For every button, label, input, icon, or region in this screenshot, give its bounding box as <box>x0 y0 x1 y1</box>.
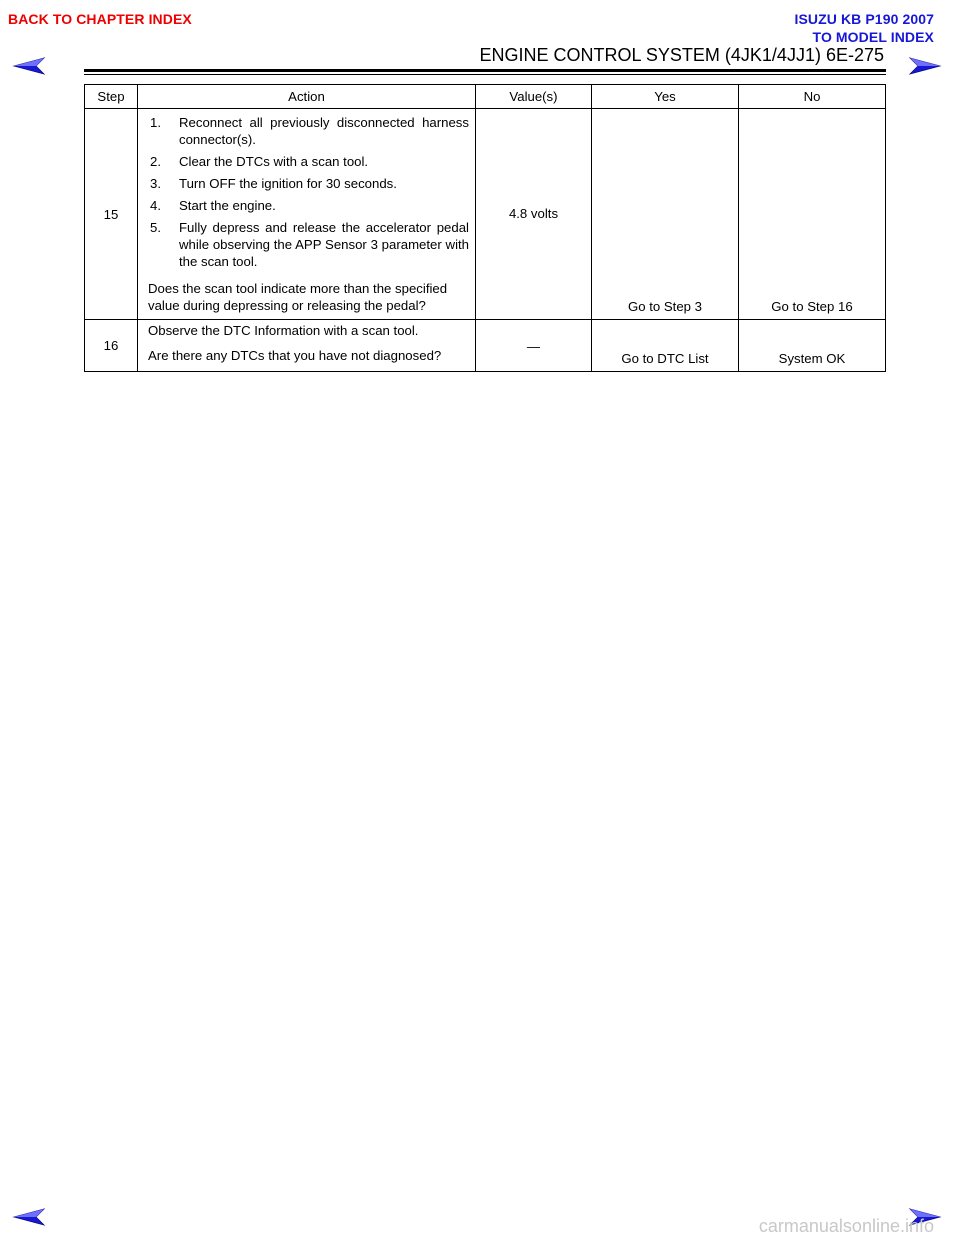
yes-cell: Go to DTC List <box>592 320 739 372</box>
yes-cell: Go to Step 3 <box>592 109 739 320</box>
column-header-yes: Yes <box>592 85 739 109</box>
value-cell: — <box>476 320 592 372</box>
model-title-link[interactable]: ISUZU KB P190 2007 <box>794 11 934 27</box>
back-to-chapter-index-link[interactable]: BACK TO CHAPTER INDEX <box>8 11 192 27</box>
question-text: Are there any DTCs that you have not diagnosed? <box>148 348 442 363</box>
action-cell <box>138 109 476 320</box>
action-line: Observe the DTC Information with a scan tool. <box>148 323 419 338</box>
column-header-no: No <box>739 85 886 109</box>
column-header-action: Action <box>138 85 476 109</box>
header-rule <box>84 69 886 72</box>
table-row <box>85 109 886 320</box>
column-header-values: Value(s) <box>476 85 592 109</box>
no-cell: System OK <box>739 320 886 372</box>
header-rule-thin <box>84 74 886 75</box>
action-cell <box>138 320 476 372</box>
watermark: carmanualsonline.info <box>758 1216 934 1236</box>
step-number: 16 <box>85 320 138 372</box>
page-header-title: ENGINE CONTROL SYSTEM (4JK1/4JJ1) 6E-275 <box>479 45 884 65</box>
value-cell: 4.8 volts <box>476 109 592 320</box>
diagnostic-table <box>84 84 886 372</box>
no-cell: Go to Step 16 <box>739 109 886 320</box>
list-item: 5. Fully depress and release the accelerator pedal while observing the APP Sensor 3 parameter with the scan tool. <box>150 220 469 269</box>
list-item: 2. Clear the DTCs with a scan tool. <box>150 154 369 169</box>
list-item: 4. Start the engine. <box>150 198 276 213</box>
substep-list <box>148 114 469 270</box>
list-item: 1. Reconnect all previously disconnected harness connector(s). <box>150 115 469 147</box>
right-arrow-icon[interactable] <box>908 57 942 75</box>
column-header-step: Step <box>85 85 138 109</box>
table-row <box>85 320 886 372</box>
left-arrow-icon[interactable] <box>12 57 46 75</box>
left-arrow-icon[interactable] <box>12 1208 46 1226</box>
list-item: 3. Turn OFF the ignition for 30 seconds. <box>150 176 397 191</box>
to-model-index-link[interactable]: TO MODEL INDEX <box>812 29 934 45</box>
table-header-row <box>85 85 886 109</box>
step-number: 15 <box>85 109 138 320</box>
question-text: Does the scan tool indicate more than the specified value during depressing or releasing the pedal? <box>148 281 448 313</box>
